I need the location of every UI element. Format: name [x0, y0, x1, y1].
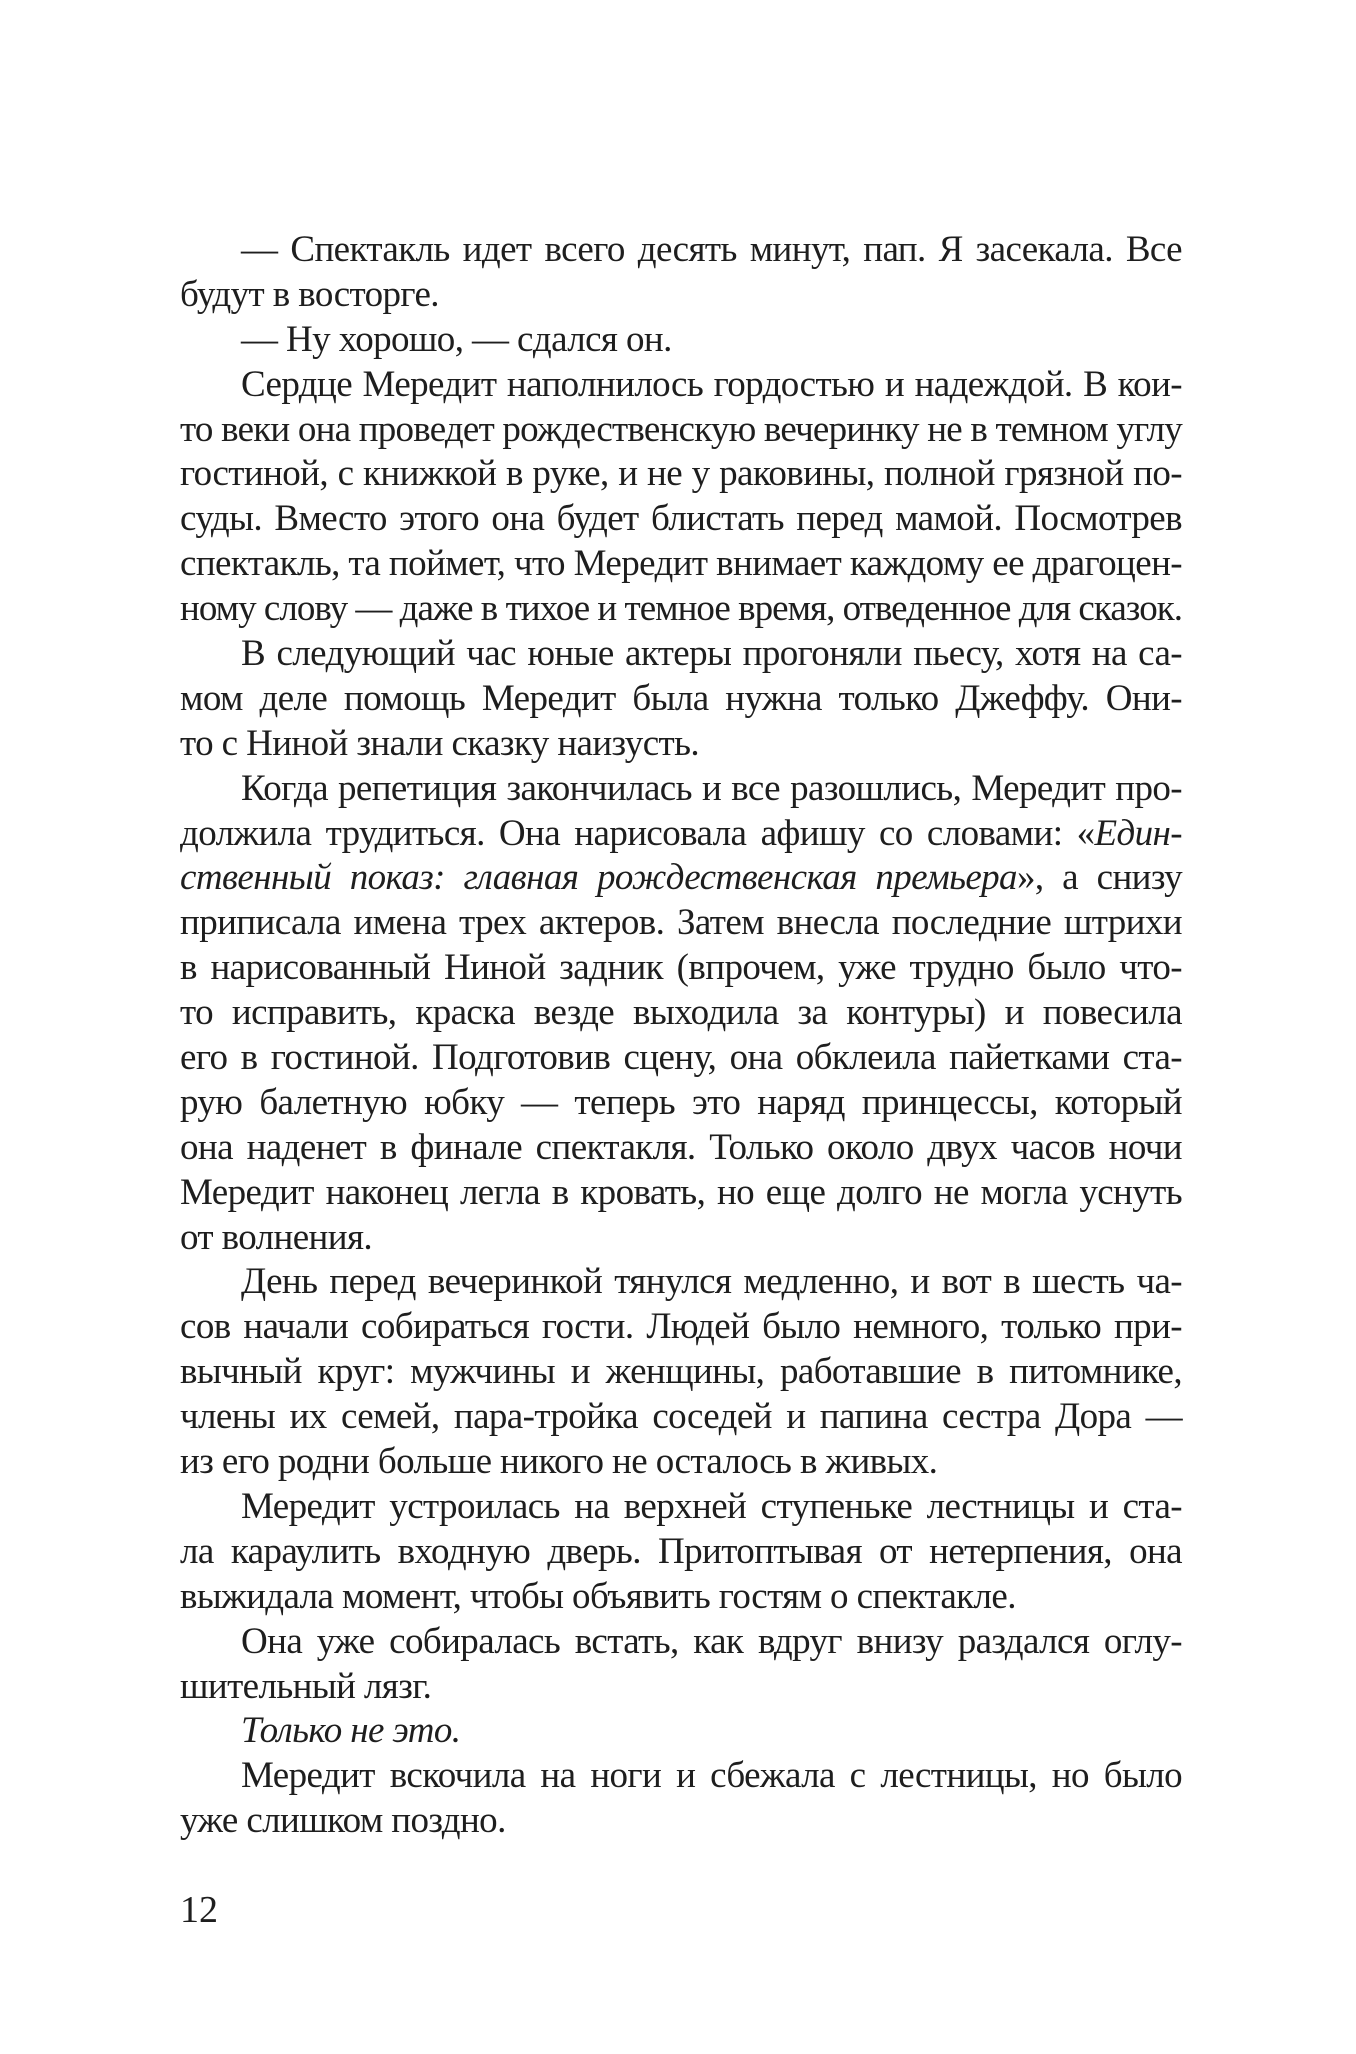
line-text: — Ну хорошо, — сдался он. — [241, 318, 672, 360]
text-line — [180, 273, 1182, 318]
text-line — [180, 1754, 1182, 1799]
text-line — [180, 946, 1182, 991]
text-line — [180, 363, 1182, 408]
text-line — [180, 542, 1182, 587]
line-text: спектакль, та поймет, что Мередит внимает каждому ее драгоцен- — [180, 543, 1182, 585]
text-line — [180, 1575, 1182, 1620]
line-text: Она уже собиралась встать, как вдруг внизу раздался оглу- — [241, 1620, 1182, 1662]
line-text: шительный лязг. — [180, 1665, 432, 1707]
line-text: уже слишком поздно. — [180, 1800, 506, 1842]
italic-text: ственный показ: главная рождественская премьера — [180, 857, 1017, 899]
line-text: В следующий час юные актеры прогоняли пьесу, хотя на са- — [241, 633, 1182, 675]
line-text: от волнения. — [180, 1216, 373, 1258]
text-line — [180, 452, 1182, 497]
line-text: она наденет в финале спектакля. Только около двух часов ночи — [180, 1126, 1182, 1168]
line-text: Когда репетиция закончилась и все разошлись, Мередит про- — [241, 767, 1182, 809]
text-line — [180, 228, 1182, 273]
italic-text: Только не это. — [241, 1710, 461, 1752]
text-line — [180, 1709, 1182, 1754]
text-line — [180, 1081, 1182, 1126]
text-line — [180, 812, 1182, 857]
page-number: 12 — [180, 1889, 218, 1931]
text-line — [180, 1171, 1182, 1216]
line-text: вычный круг: мужчины и женщины, работавшие в питомнике, — [180, 1351, 1182, 1393]
text-line — [180, 991, 1182, 1036]
line-text: будут в восторге. — [180, 273, 439, 315]
line-text: Мередит наконец легла в кровать, но еще долго не могла уснуть — [180, 1171, 1182, 1213]
line-text: то веки она проведет рождественскую вечеринку не в темном углу — [180, 408, 1182, 450]
text-line — [180, 1260, 1182, 1305]
line-text: приписала имена трех актеров. Затем внесла последние штрихи — [180, 902, 1182, 944]
text-line — [180, 677, 1182, 722]
text-line — [180, 1530, 1182, 1575]
line-text: — Спектакль идет всего десять минут, пап. Я засекала. Все — [241, 229, 1182, 270]
line-text: ла караулить входную дверь. Притоптывая от нетерпения, она — [180, 1530, 1182, 1572]
text-line — [180, 1216, 1182, 1261]
line-text: Сердце Мередит наполнилось гордостью и надеждой. В кои- — [241, 363, 1182, 405]
line-text: мом деле помощь Мередит была нужна только Джеффу. Они- — [180, 677, 1182, 719]
text-line — [180, 497, 1182, 542]
line-text: то с Ниной знали сказку наизусть. — [180, 722, 700, 764]
text-line — [180, 408, 1182, 453]
italic-text: Един- — [1094, 812, 1182, 854]
line-text: суды. Вместо этого она будет блистать перед мамой. Посмотрев — [180, 498, 1182, 540]
line-text: Мередит устроилась на верхней ступеньке лестницы и ста- — [241, 1485, 1182, 1527]
text-line — [180, 1665, 1182, 1710]
line-text: выжидала момент, чтобы объявить гостям о спектакле. — [180, 1575, 1016, 1617]
line-text: гостиной, с книжкой в руке, и не у раковины, полной грязной по- — [180, 453, 1182, 495]
text-line — [180, 318, 1182, 363]
text-line — [180, 722, 1182, 767]
body-text — [180, 228, 1182, 1844]
text-line — [180, 1036, 1182, 1081]
line-text: сов начали собираться гости. Людей было немного, только при- — [180, 1306, 1182, 1348]
text-line — [180, 1485, 1182, 1530]
text-line — [180, 1440, 1182, 1485]
line-text: должила трудиться. Она нарисовала афишу со словами: « — [180, 812, 1095, 854]
line-text: рую балетную юбку — теперь это наряд принцессы, который — [180, 1081, 1182, 1123]
line-text: из его родни больше никого не осталось в живых. — [180, 1441, 938, 1483]
text-line — [180, 1305, 1182, 1350]
text-line — [180, 1799, 1182, 1844]
line-text: День перед вечеринкой тянулся медленно, и вот в шесть ча- — [241, 1261, 1182, 1303]
line-text: », а снизу — [1016, 857, 1182, 899]
text-line — [180, 901, 1182, 946]
line-text: в нарисованный Ниной задник (впрочем, уже трудно было что- — [180, 947, 1182, 989]
line-text: ному слову — даже в тихое и темное время, отведенное для сказок. — [180, 588, 1182, 630]
text-line — [180, 1395, 1182, 1440]
text-line — [180, 632, 1182, 677]
text-line — [180, 1620, 1182, 1665]
line-text: то исправить, краска везде выходила за контуры) и повесила — [180, 992, 1182, 1034]
text-line — [180, 587, 1182, 632]
text-line — [180, 1126, 1182, 1171]
text-line — [180, 767, 1182, 812]
text-line — [180, 856, 1182, 901]
line-text: члены их семей, пара-тройка соседей и папина сестра Дора — — [180, 1396, 1182, 1438]
line-text: Мередит вскочила на ноги и сбежала с лестницы, но было — [241, 1755, 1182, 1797]
line-text: его в гостиной. Подготовив сцену, она обклеила пайетками ста- — [180, 1037, 1182, 1079]
text-line — [180, 1350, 1182, 1395]
